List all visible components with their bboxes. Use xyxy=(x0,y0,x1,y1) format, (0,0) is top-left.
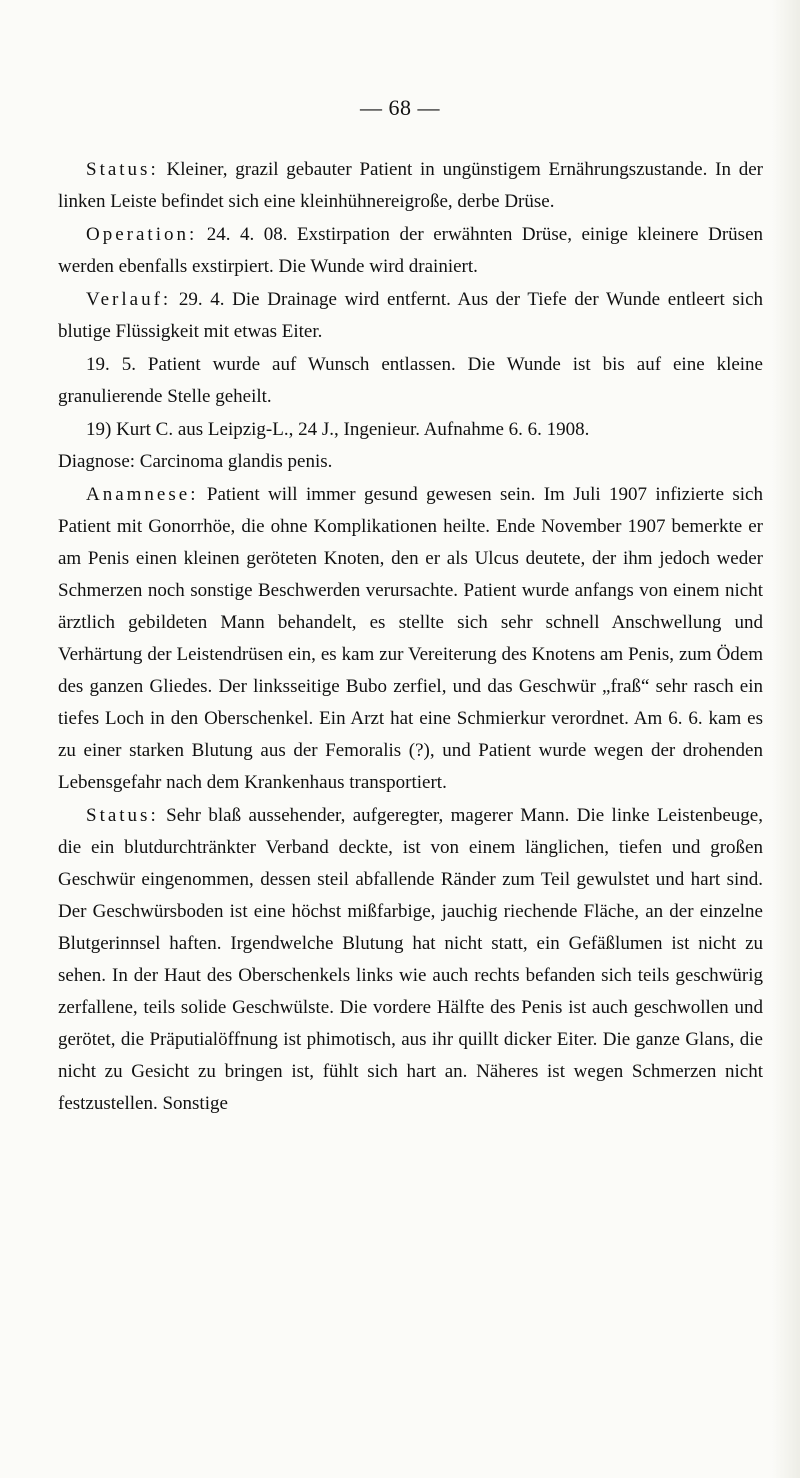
paragraph-text: Kleiner, grazil gebauter Patient in ungünstigem Ernährungszustande. In der linken Leiste befindet sich eine kleinhühnereigroße, derbe Drüse. xyxy=(58,159,763,212)
paragraph-status-2 xyxy=(58,800,763,1120)
paragraph-text: 19. 5. Patient wurde auf Wunsch entlassen. Die Wunde ist bis auf eine kleine granulierende Stelle geheilt. xyxy=(58,354,763,407)
case-header: 19) Kurt C. aus Leipzig-L., 24 J., Ingenieur. Aufnahme 6. 6. 1908. xyxy=(86,419,590,440)
section-lead-operation: Operation: xyxy=(86,224,198,245)
section-lead-status: Status: xyxy=(86,805,159,826)
document-body xyxy=(58,154,763,1121)
section-lead-anamnese: Anamnese: xyxy=(86,484,199,505)
paragraph-operation xyxy=(58,219,763,283)
page-edge-shadow xyxy=(772,0,800,1478)
paragraph-text: 29. 4. Die Drainage wird entfernt. Aus der Tiefe der Wunde entleert sich blutige Flüssigkeit mit etwas Eiter. xyxy=(58,289,763,342)
paragraph-discharge xyxy=(58,349,763,413)
paragraph-case-19 xyxy=(58,414,763,446)
diagnosis-text: Diagnose: Carcinoma glandis penis. xyxy=(58,451,333,472)
page-number: — 68 — xyxy=(360,95,440,120)
paragraph-status-1 xyxy=(58,154,763,218)
paragraph-text: 24. 4. 08. Exstirpation der erwähnten Drüse, einige kleinere Drüsen werden ebenfalls exstirpiert. Die Wunde wird drainiert. xyxy=(58,224,763,277)
diagnosis-line xyxy=(58,446,763,478)
paragraph-anamnese xyxy=(58,479,763,799)
section-lead-verlauf: Verlauf: xyxy=(86,289,172,310)
paragraph-verlauf xyxy=(58,284,763,348)
section-lead-status: Status: xyxy=(86,159,159,180)
paragraph-text: Sehr blaß aussehender, aufgeregter, magerer Mann. Die linke Leistenbeuge, die ein blutdurchtränkter Verband deckte, ist von einem länglichen, tiefen und großen Geschwür eingenommen, dessen steil abfallende Ränder zum Teil gewulstet und hart sind. Der Geschwürsboden ist eine höchst mißfarbige, jauchig riechende Fläche, an der einzelne Blutgerinnsel haften. Irgendwelche Blutung hat nicht statt, ein Gefäßlumen ist nicht zu sehen. In der Haut des Oberschenkels links wie auch rechts befanden sich teils geschwürig zerfallene, teils solide Geschwülste. Die vordere Hälfte des Penis ist auch geschwollen und gerötet, die Präputialöffnung ist phimotisch, aus ihr quillt dicker Eiter. Die ganze Glans, die nicht zu Gesicht zu bringen ist, fühlt sich hart an. Näheres ist wegen Schmerzen nicht festzustellen. Sonstige xyxy=(58,805,763,1114)
paragraph-text: Patient will immer gesund gewesen sein. Im Juli 1907 infizierte sich Patient mit Gonorrhöe, die ohne Komplikationen heilte. Ende November 1907 bemerkte er am Penis einen kleinen geröteten Knoten, den er als Ulcus deutete, der ihm jedoch weder Schmerzen noch sonstige Beschwerden verursachte. Patient wurde anfangs von einem nicht ärztlich gebildeten Mann behandelt, es stellte sich sehr schnell Anschwellung und Verhärtung der Leistendrüsen ein, es kam zur Vereiterung des Knotens am Penis, zum Ödem des ganzen Gliedes. Der linksseitige Bubo zerfiel, und das Geschwür „fraß“ sehr rasch ein tiefes Loch in den Oberschenkel. Ein Arzt hat eine Schmierkur verordnet. Am 6. 6. kam es zu einer starken Blutung aus der Femoralis (?), und Patient wurde wegen der drohenden Lebensgefahr nach dem Krankenhaus transportiert. xyxy=(58,484,763,793)
